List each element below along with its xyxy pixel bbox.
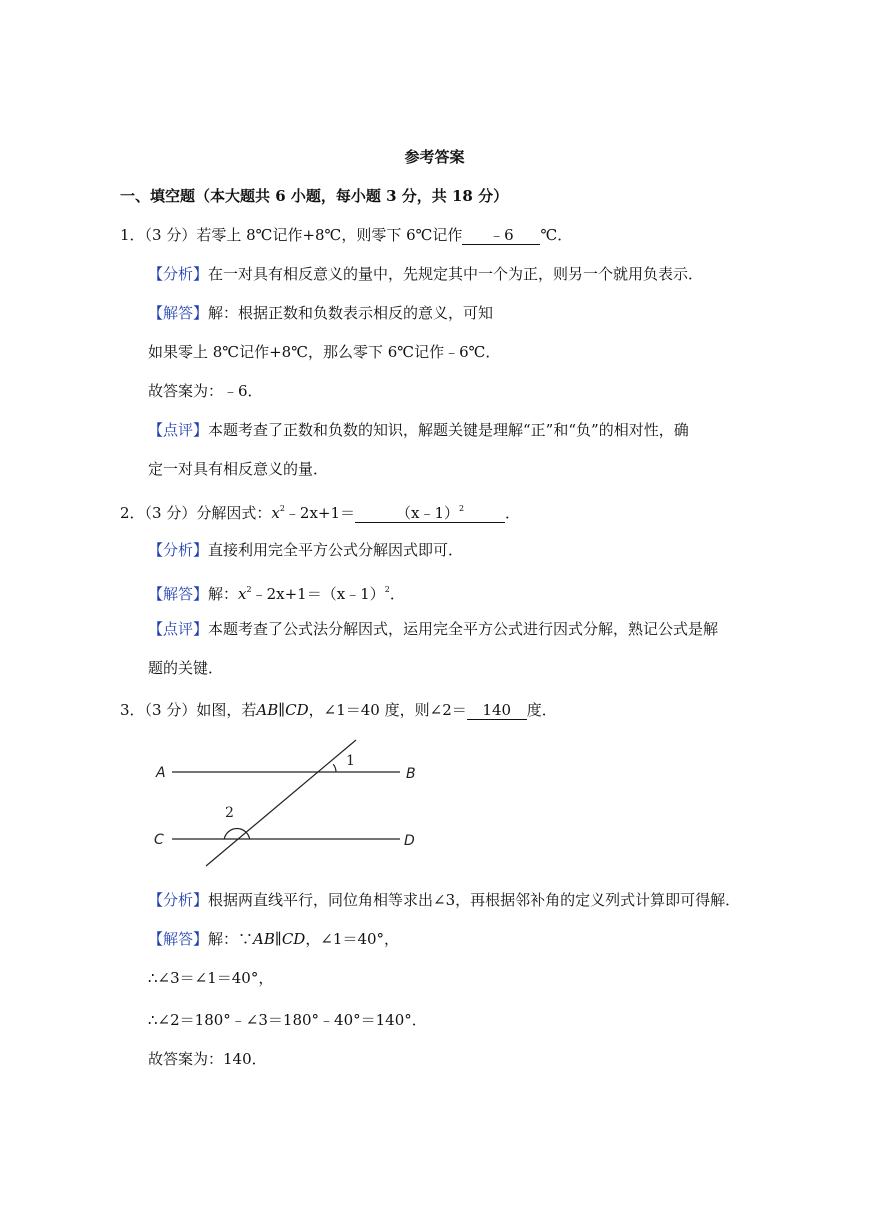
q2-stem-text: 2．（3 分）分解因式： bbox=[120, 504, 272, 522]
q2-solution-prefix: 解： bbox=[208, 585, 239, 603]
q3-step-2: ∴∠2＝180°﹣∠3＝180°﹣40°＝140°． bbox=[148, 1011, 427, 1029]
q2-answer-base: （x﹣1） bbox=[395, 504, 459, 522]
q1-answer-blank: ﹣6 bbox=[462, 226, 540, 245]
q2-solution-expression: ﹣2x+1＝（x﹣1） bbox=[251, 585, 385, 603]
q2-comment-text: 本题考查了公式法分解因式，运用完全平方公式进行因式分解，熟记公式是解 bbox=[208, 620, 719, 638]
q1-analysis-text: 在一对具有相反意义的量中，先规定其中一个为正，则另一个就用负表示． bbox=[208, 265, 704, 283]
q2-expression: ﹣2x+1＝ bbox=[284, 504, 356, 522]
analysis-tag: 【分析】 bbox=[148, 891, 209, 909]
q1-comment-line-2: 定一对具有相反意义的量． bbox=[148, 460, 329, 478]
page-title: 参考答案 bbox=[404, 148, 465, 166]
q2-comment bbox=[148, 619, 718, 639]
solution-tag: 【解答】 bbox=[148, 304, 209, 322]
transversal-line bbox=[206, 740, 356, 866]
q1-stem-end: ℃． bbox=[540, 226, 573, 244]
q3-solution-text: ，∠1＝40°， bbox=[305, 930, 400, 948]
q2-analysis bbox=[148, 540, 463, 560]
q2-solution-end: ． bbox=[389, 585, 405, 603]
q2-answer-blank bbox=[355, 500, 505, 523]
section-heading: 一、填空题（本大题共 6 小题，每小题 3 分，共 18 分） bbox=[120, 187, 509, 205]
q2-stem: 2．（3 分）分解因式：$x^2﹣2x+1=$ （x﹣1）$^2$ ． bbox=[120, 499, 520, 523]
solution-tag: 【解答】 bbox=[148, 585, 209, 603]
q2-solution-exponent: 2 bbox=[384, 585, 390, 594]
label-c: C bbox=[154, 832, 164, 848]
label-d: D bbox=[404, 833, 415, 849]
label-angle-2: 2 bbox=[225, 805, 234, 821]
q3-solution-parallel: AB∥CD bbox=[253, 930, 306, 948]
q1-solution-line-3: 故答案为：﹣6． bbox=[148, 382, 263, 400]
solution-tag: 【解答】 bbox=[148, 930, 209, 948]
q2-answer-exponent: 2 bbox=[459, 504, 465, 513]
label-b: B bbox=[406, 766, 416, 782]
q3-step-1: ∴∠3＝∠1＝40°， bbox=[148, 969, 274, 987]
q1-comment-text: 本题考查了正数和负数的知识，解题关键是理解“正”和“负”的相对性，确 bbox=[208, 421, 689, 439]
q1-comment bbox=[148, 420, 689, 440]
q3-analysis-text: 根据两直线平行，同位角相等求出∠3，再根据邻补角的定义列式计算即可得解． bbox=[208, 891, 741, 909]
q1-analysis bbox=[148, 264, 703, 284]
q2-solution: 【解答】解：$x^2﹣2x+1=(x﹣1)^2$． bbox=[148, 585, 405, 603]
q3-answer-blank: 140 bbox=[467, 701, 527, 720]
q2-analysis-text: 直接利用完全平方公式分解因式即可． bbox=[208, 541, 464, 559]
q1-solution-line-2: 如果零上 8℃记作+8℃，那么零下 6℃记作﹣6℃． bbox=[148, 343, 501, 361]
parallel-lines-diagram bbox=[148, 735, 438, 875]
q1-stem bbox=[120, 225, 572, 245]
q3-solution bbox=[148, 929, 399, 949]
q3-solution-prefix: 解：∵ bbox=[208, 930, 254, 948]
angle-1-arc bbox=[333, 764, 336, 772]
q3-step-3: 故答案为：140． bbox=[148, 1050, 267, 1068]
parallel-lines-figure bbox=[148, 735, 438, 875]
q3-stem bbox=[120, 700, 557, 720]
q1-stem-text: 1．（3 分）若零上 8℃记作+8℃，则零下 6℃记作 bbox=[120, 226, 463, 244]
q1-solution bbox=[148, 303, 493, 323]
analysis-tag: 【分析】 bbox=[148, 541, 209, 559]
q2-comment-line-2: 题的关键． bbox=[148, 659, 224, 677]
q3-stem-text: 3．（3 分）如图，若 bbox=[120, 701, 257, 719]
q3-stem-mid: ，∠1＝40 度，则∠2＝ bbox=[308, 701, 467, 719]
comment-tag: 【点评】 bbox=[148, 620, 209, 638]
q3-parallel: AB∥CD bbox=[256, 701, 309, 719]
label-a: A bbox=[156, 765, 166, 781]
q3-analysis bbox=[148, 890, 740, 910]
comment-tag: 【点评】 bbox=[148, 421, 209, 439]
q3-stem-end: 度． bbox=[526, 701, 557, 719]
q2-stem-end: ． bbox=[505, 504, 521, 522]
q1-solution-text: 解：根据正数和负数表示相反的意义，可知 bbox=[208, 304, 494, 322]
label-angle-1: 1 bbox=[346, 753, 355, 769]
angle-2-arc bbox=[224, 829, 250, 839]
analysis-tag: 【分析】 bbox=[148, 265, 209, 283]
